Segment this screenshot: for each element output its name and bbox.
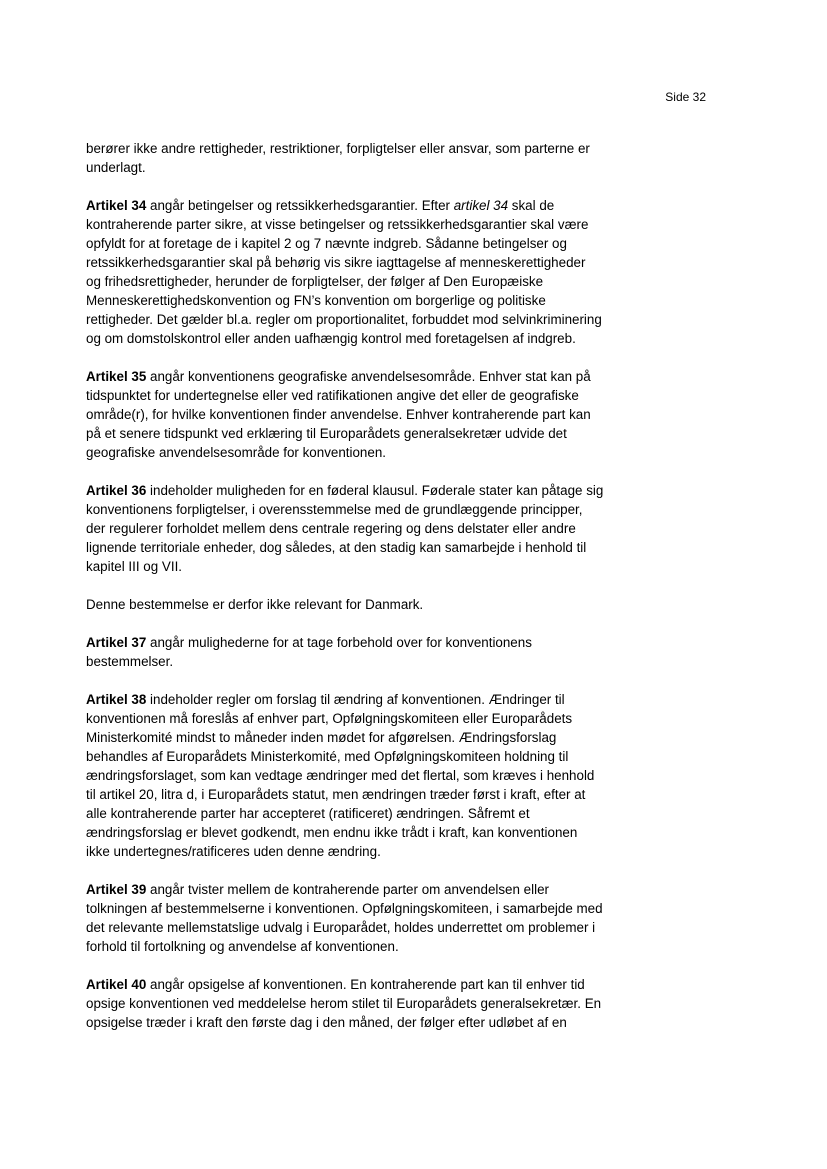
article-heading: Artikel 40 [86, 977, 147, 992]
paragraph [86, 196, 646, 348]
text-segment: kontraherende parter sikre, at visse betingelser og retssikkerhedsgarantier skal være [86, 217, 589, 232]
text-line [86, 899, 646, 918]
text-line [86, 937, 646, 956]
text-segment: retssikkerhedsgarantier skal på behørig vis sikre iagttagelse af menneskerettigheder [86, 255, 586, 270]
text-segment: behandles af Europarådets Ministerkomité, med Opfølgningskomiteen holdning til [86, 749, 569, 764]
paragraph [86, 595, 646, 614]
paragraph [86, 481, 646, 576]
text-line [86, 842, 646, 861]
text-line [86, 747, 646, 766]
text-line [86, 652, 646, 671]
text-line [86, 633, 646, 652]
text-line [86, 443, 646, 462]
text-segment: rettigheder. Det gælder bl.a. regler om proportionalitet, forbuddet mod selvinkriminering [86, 312, 602, 327]
text-segment: Menneskerettighedskonvention og FN’s konvention om borgerlige og politiske [86, 293, 546, 308]
text-line [86, 519, 646, 538]
text-segment: indeholder regler om forslag til ændring af konventionen. Ændringer til [146, 692, 565, 707]
text-segment: bestemmelser. [86, 654, 174, 669]
text-line [86, 500, 646, 519]
document-body [86, 139, 646, 1051]
text-line [86, 595, 646, 614]
text-line [86, 139, 646, 158]
text-segment: ændringsforslaget, som kan vedtage ændringer med det flertal, som kræves i henhold [86, 768, 595, 783]
text-segment: geografiske anvendelsesområde for konventionen. [86, 445, 386, 460]
text-segment: alle kontraherende parter har accepteret (ratificeret) ændringen. Såfremt et [86, 806, 530, 821]
text-segment: angår konventionens geografiske anvendelsesområde. Enhver stat kan på [146, 369, 591, 384]
text-segment: område(r), for hvilke konventionen finder anvendelse. Enhver kontraherende part kan [86, 407, 591, 422]
text-line [86, 386, 646, 405]
text-segment: underlagt. [86, 160, 146, 175]
text-segment: opfyldt for at foretage de i kapitel 2 og 7 nævnte indgreb. Sådanne betingelser og [86, 236, 567, 251]
text-segment: lignende territoriale enheder, dog således, at den stadig kan samarbejde i henhold til [86, 540, 587, 555]
text-line [86, 329, 646, 348]
text-line [86, 709, 646, 728]
text-segment: konventionens forpligtelser, i overensstemmelse med de grundlæggende principper, [86, 502, 583, 517]
paragraph [86, 975, 646, 1032]
article-reference: artikel 34 [453, 198, 509, 213]
text-line [86, 405, 646, 424]
paragraph [86, 139, 646, 177]
text-segment: tolkningen af bestemmelserne i konventionen. Opfølgningskomiteen, i samarbejde med [86, 901, 603, 916]
text-line [86, 272, 646, 291]
text-segment: angår mulighederne for at tage forbehold over for konventionens [146, 635, 532, 650]
text-line [86, 253, 646, 272]
text-line [86, 196, 646, 215]
text-line [86, 310, 646, 329]
paragraph [86, 367, 646, 462]
text-line [86, 785, 646, 804]
text-segment: ændringsforslag er blevet godkendt, men endnu ikke trådt i kraft, kan konventionen [86, 825, 578, 840]
text-line [86, 804, 646, 823]
page-number: Side 32 [665, 90, 706, 104]
text-line [86, 234, 646, 253]
text-segment: kapitel III og VII. [86, 559, 183, 574]
text-segment: skal de [508, 198, 555, 213]
text-segment: og om domstolskontrol eller anden uafhængig kontrol med foretagelsen af indgreb. [86, 331, 576, 346]
text-line [86, 690, 646, 709]
text-segment: tidspunktet for undertegnelse eller ved ratifikationen angive det eller de geografiske [86, 388, 579, 403]
text-segment: angår opsigelse af konventionen. En kontraherende part kan til enhver tid [146, 977, 585, 992]
text-line [86, 975, 646, 994]
text-line [86, 918, 646, 937]
text-segment: angår tvister mellem de kontraherende parter om anvendelsen eller [146, 882, 549, 897]
text-segment: opsige konventionen ved meddelelse herom stilet til Europarådets generalsekretær. En [86, 996, 602, 1011]
text-line [86, 291, 646, 310]
text-line [86, 766, 646, 785]
text-line [86, 481, 646, 500]
text-segment: der regulerer forholdet mellem dens centrale regering og dens delstater eller andre [86, 521, 576, 536]
article-heading: Artikel 34 [86, 198, 147, 213]
text-segment: Denne bestemmelse er derfor ikke relevant for Danmark. [86, 597, 424, 612]
paragraph [86, 633, 646, 671]
text-line [86, 728, 646, 747]
paragraph [86, 880, 646, 956]
text-segment: berører ikke andre rettigheder, restriktioner, forpligtelser eller ansvar, som parterne er [86, 141, 590, 156]
text-segment: konventionen må foreslås af enhver part, Opfølgningskomiteen eller Europarådets [86, 711, 573, 726]
text-line [86, 424, 646, 443]
article-heading: Artikel 35 [86, 369, 147, 384]
text-segment: indeholder muligheden for en føderal klausul. Føderale stater kan påtage sig [146, 483, 604, 498]
text-segment: Ministerkomité mindst to måneder inden mødet for afgørelsen. Ændringsforslag [86, 730, 557, 745]
text-line [86, 538, 646, 557]
paragraph [86, 690, 646, 861]
text-segment: det relevante mellemstatslige udvalg i Europarådet, holdes underrettet om problemer i [86, 920, 596, 935]
text-line [86, 158, 646, 177]
text-segment: ikke undertegnes/ratificeres uden denne ændring. [86, 844, 381, 859]
text-segment: opsigelse træder i kraft den første dag i den måned, der følger efter udløbet af en [86, 1015, 567, 1030]
text-line [86, 994, 646, 1013]
text-segment: og frihedsrettigheder, herunder de forpligtelser, der følger af Den Europæiske [86, 274, 544, 289]
text-segment: angår betingelser og retssikkerhedsgarantier. Efter [146, 198, 454, 213]
article-heading: Artikel 39 [86, 882, 147, 897]
text-line [86, 880, 646, 899]
article-heading: Artikel 36 [86, 483, 147, 498]
article-heading: Artikel 37 [86, 635, 147, 650]
text-segment: til artikel 20, litra d, i Europarådets statut, men ændringen træder først i kraft, efter at [86, 787, 586, 802]
text-line [86, 367, 646, 386]
text-line [86, 557, 646, 576]
text-segment: forhold til fortolkning og anvendelse af konventionen. [86, 939, 399, 954]
article-heading: Artikel 38 [86, 692, 147, 707]
text-line [86, 1013, 646, 1032]
text-line [86, 823, 646, 842]
text-segment: på et senere tidspunkt ved erklæring til Europarådets generalsekretær udvide det [86, 426, 567, 441]
text-line [86, 215, 646, 234]
